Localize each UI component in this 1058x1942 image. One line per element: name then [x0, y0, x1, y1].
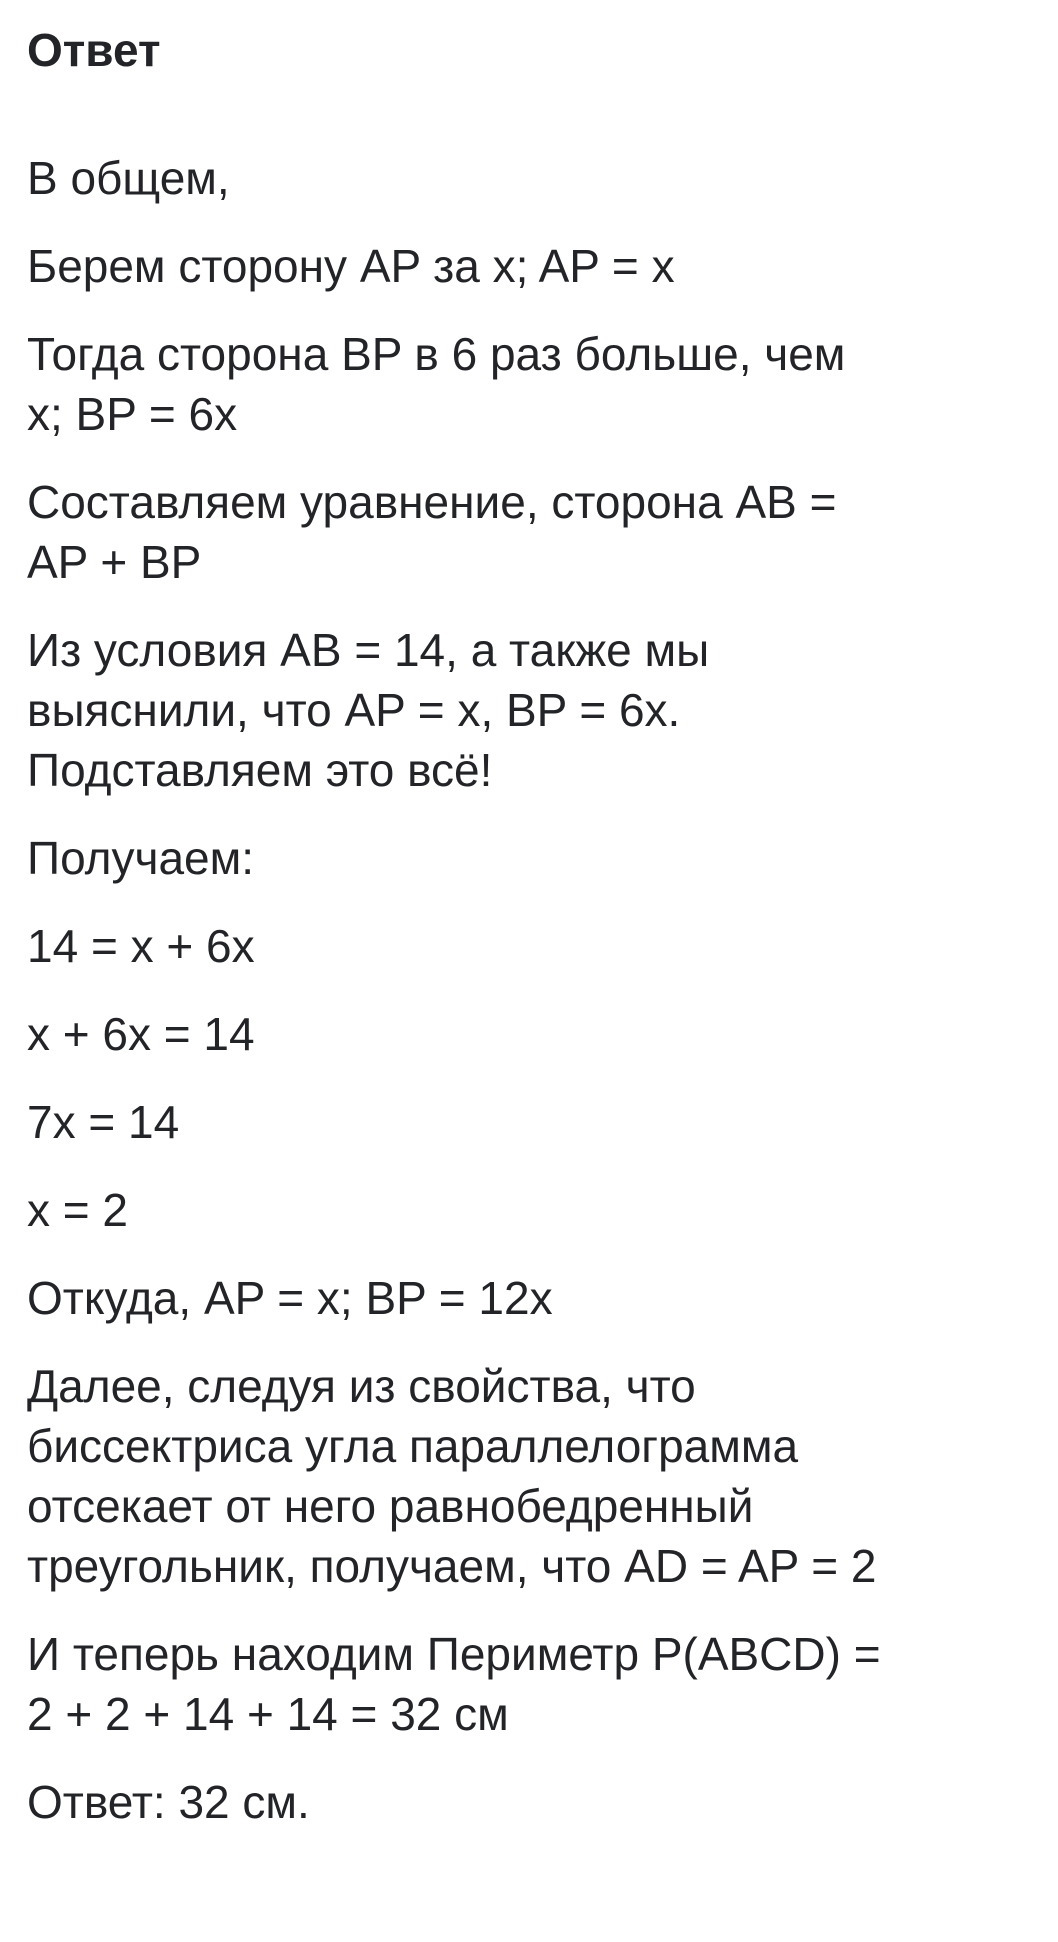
paragraph-sides: Откуда, AP = x; BP = 12x — [27, 1272, 553, 1324]
paragraph-bisector-property: Далее, следуя из свойства, что биссектриса угла параллелограмма отсекает от него равнобедренный треугольник, получаем, что AD = AP = 2 — [27, 1360, 877, 1592]
equation-line: 7x = 14 — [27, 1096, 180, 1148]
paragraph-define-bp: Тогда сторона BP в 6 раз больше, чем x; BP = 6x — [27, 328, 846, 440]
paragraph-intro: В общем, — [27, 152, 230, 204]
answer-heading: Ответ — [27, 24, 161, 76]
paragraph-equation-setup: Составляем уравнение, сторона AB = AP + BP — [27, 476, 837, 588]
paragraph-result-label: Получаем: — [27, 832, 255, 884]
paragraph-define-ap: Берем сторону AP за x; AP = x — [27, 240, 675, 292]
equation-line: x + 6x = 14 — [27, 1008, 255, 1060]
answer-body — [27, 148, 1028, 1832]
paragraph-perimeter: И теперь находим Периметр P(ABCD) = 2 + 2 + 14 + 14 = 32 см — [27, 1628, 881, 1740]
equation-line: x = 2 — [27, 1184, 129, 1236]
paragraph-substitution: Из условия AB = 14, а также мы выяснили, что AP = x, BP = 6x. Подставляем это всё! — [27, 624, 710, 796]
equation-line: 14 = x + 6x — [27, 920, 255, 972]
paragraph-final-answer: Ответ: 32 см. — [27, 1776, 310, 1828]
